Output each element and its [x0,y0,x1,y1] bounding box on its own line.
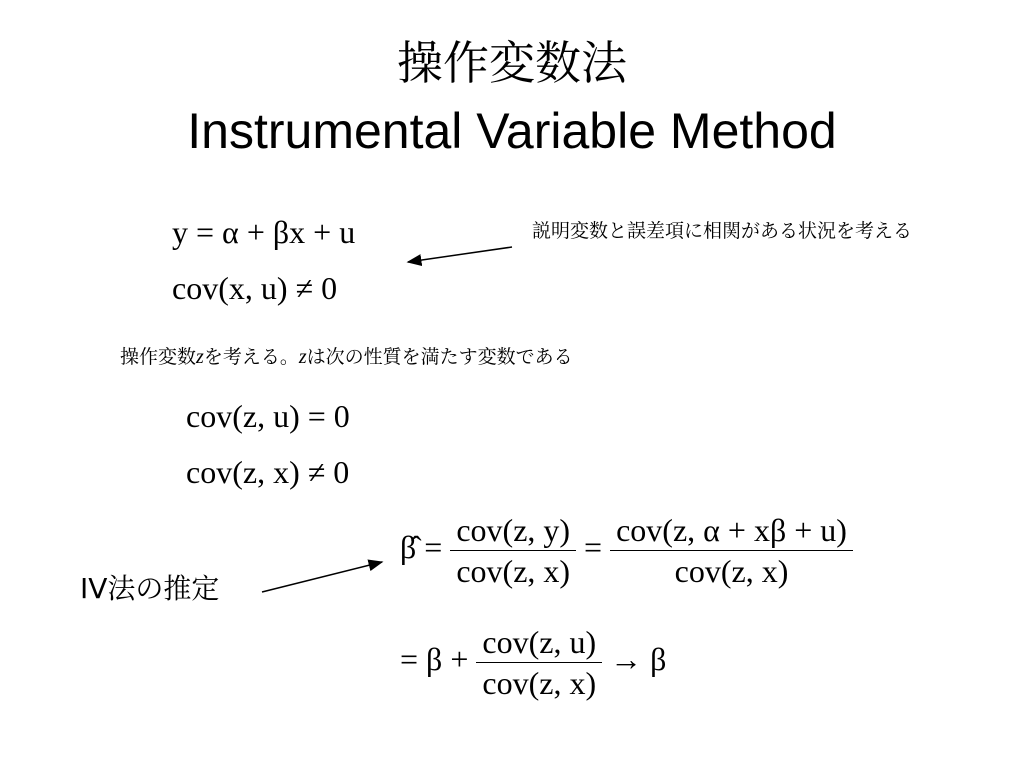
fraction-denominator: cov(z, x) [482,665,597,701]
cov-zx-condition: cov(z, x) ≠ 0 [186,454,350,490]
fraction-numerator: cov(z, u) [482,624,597,660]
cov-xu-inequality: cov(x, u) ≠ 0 [172,270,338,306]
fraction-denominator: cov(z, x) [456,553,571,589]
equals-sign: = [584,528,603,565]
limit-arrow: → β [610,640,667,677]
equals-sign: = [424,528,443,565]
instrument-z-symbol: z [196,346,204,368]
cov-zu-condition: cov(z, u) = 0 [186,398,350,434]
instrument-note-part2: を考える。 [203,346,299,368]
model-equation: y = α + βx + u [172,214,356,250]
instrument-note-part3: は次の性質を満たす変数である [306,346,573,368]
beta-hat: β̂ [400,528,417,565]
iv-estimator-label: IV法の推定 [80,572,220,605]
fraction-denominator: cov(z, x) [674,553,789,589]
arrow-to-cov-xu [408,247,512,262]
fraction-numerator: cov(z, α + xβ + u) [616,512,847,548]
title-japanese: 操作変数法 [397,36,627,90]
title-english: Instrumental Variable Method [187,103,837,159]
arrow-to-estimator [262,562,382,592]
instrument-note-part1: 操作変数 [120,346,197,368]
line2-prefix: = β + [400,640,469,677]
fraction-numerator: cov(z, y) [456,512,571,548]
instrument-z-symbol-2: z [298,346,307,368]
endogeneity-note: 説明変数と誤差項に相関がある状況を考える [532,220,913,242]
